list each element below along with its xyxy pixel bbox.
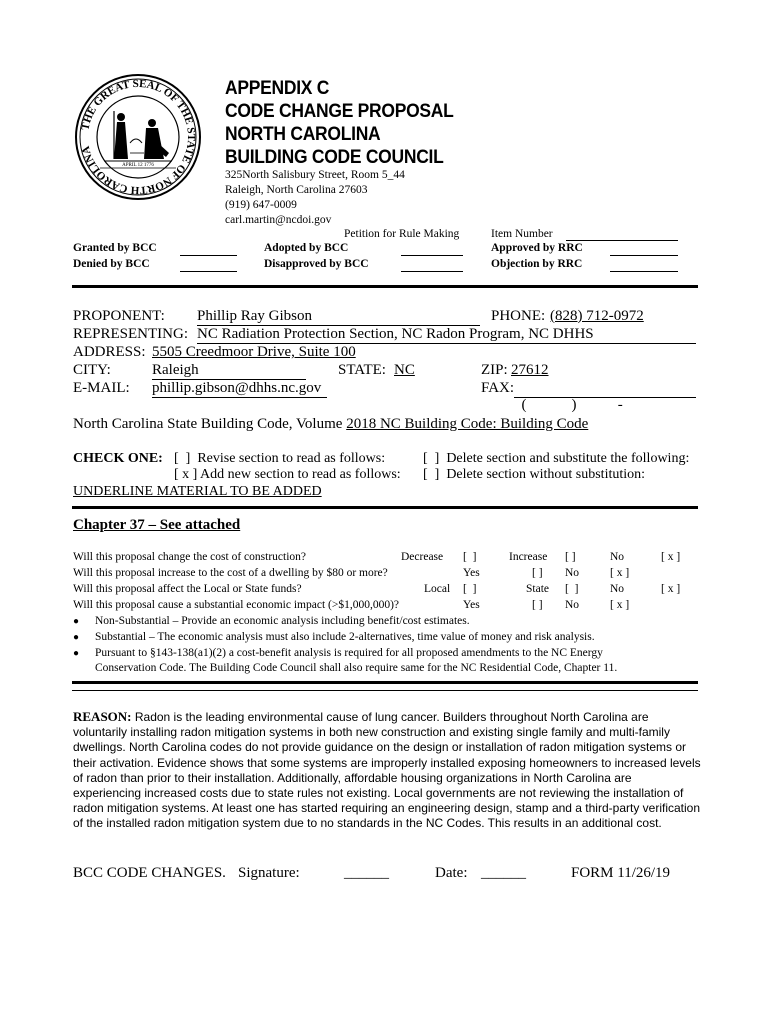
disapproved-label: Disapproved by BCC (264, 258, 369, 270)
chapter-heading: Chapter 37 – See attached (73, 517, 241, 533)
address-line: 325North Salisbury Street, Room 5_44 (225, 169, 405, 181)
code-volume-value[interactable]: 2018 NC Building Code: Building Code (346, 416, 589, 432)
fax-value: ( ) - (521, 397, 623, 413)
divider (72, 506, 698, 509)
answer-increase-label: Increase (509, 551, 548, 563)
checkbox-state[interactable]: [ ] (565, 583, 579, 595)
checkbox-no[interactable]: [ x ] (661, 583, 681, 595)
proponent-label: PROPONENT: (73, 308, 165, 324)
state-seal-icon (74, 73, 202, 201)
code-volume-prefix: North Carolina State Building Code, Volume (73, 416, 347, 432)
representing-field[interactable] (197, 326, 696, 344)
check-option-revise[interactable]: [ ] Revise section to read as follows: (174, 451, 386, 466)
bcc-code-changes: BCC CODE CHANGES. (73, 865, 226, 881)
bullet-dot: ● (73, 632, 80, 643)
phone-value: (828) 712-0972 (550, 308, 644, 324)
bullet-dot: ● (73, 616, 80, 627)
granted-label: Granted by BCC (73, 242, 157, 254)
answer-yes-label: Yes (463, 599, 480, 611)
checkbox-no[interactable]: [ x ] (661, 551, 681, 563)
title-line: APPENDIX C (225, 78, 330, 99)
denied-field[interactable] (180, 271, 237, 272)
state-value: NC (394, 362, 415, 378)
address-line: Raleigh, North Carolina 27603 (225, 184, 368, 196)
email-value: phillip.gibson@dhhs.nc.gov (152, 380, 322, 396)
zip-value: 27612 (511, 362, 549, 378)
check-option-delete-substitute[interactable]: [ ] Delete section and substitute the following: (423, 451, 690, 466)
address-value: 5505 Creedmoor Drive, Suite 100 (152, 344, 356, 360)
proponent-field[interactable] (197, 308, 480, 326)
fax-label: FAX: (481, 380, 515, 396)
granted-field[interactable] (180, 255, 237, 256)
objection-rrc-label: Objection by RRC (491, 258, 583, 270)
document-title (225, 77, 454, 169)
answer-decrease-label: Decrease (401, 551, 444, 563)
item-number-field[interactable] (566, 240, 678, 241)
divider (72, 690, 698, 691)
form-version: FORM 11/26/19 (571, 865, 671, 881)
denied-label: Denied by BCC (73, 258, 150, 270)
approved-rrc-field[interactable] (610, 255, 678, 256)
answer-state-label: State (526, 583, 549, 595)
checkbox-increase[interactable]: [ ] (565, 551, 576, 563)
answer-no-label: No (610, 583, 625, 595)
city-value: Raleigh (152, 362, 199, 378)
svg-text:APRIL 12 1776: APRIL 12 1776 (122, 163, 154, 168)
reason-text: Radon is the leading environmental cause of lung cancer. Builders throughout North Carolina are voluntarily installing radon mitigation systems in both new construction and existing single family and multi-family dwellings. North Carolina codes do not provide guidance on the design or installation of radon mitigation systems or their activation. Evidence shows that some systems are improperly installed exposing homeowners to increased levels of radon than prior to their installation. Additionally, affordable housing organizations in North Carolina are experiencing increased costs due to state rules not existing. Local governments are not reviewing the installation of radon mitigation systems. At least one has started requiring an engineering design, stamp and a third-party verification of the installed radon mitigation system due to no standards in the NC Codes. This results in an additional cost. (73, 710, 701, 831)
address-line: (919) 647-0009 (225, 199, 297, 211)
question-funds: Will this proposal affect the Local or State funds? (73, 583, 302, 595)
answer-no-label: No (565, 599, 580, 611)
checkbox-local[interactable]: [ ] (463, 583, 477, 595)
underline-note: UNDERLINE MATERIAL TO BE ADDED (73, 484, 322, 499)
adopted-label: Adopted by BCC (264, 242, 349, 254)
date-field[interactable]: ______ (481, 865, 526, 881)
bullet-pursuant-continued: Conservation Code. The Building Code Council shall also require same for the NC Residential Code, Chapter 11. (95, 662, 618, 674)
address-line: carl.martin@ncdoi.gov (225, 214, 332, 226)
item-number-label: Item Number (491, 228, 553, 240)
code-volume-line (73, 416, 588, 433)
disapproved-field[interactable] (401, 271, 463, 272)
checkbox-decrease[interactable]: [ ] (463, 551, 477, 563)
answer-no-label: No (610, 551, 625, 563)
adopted-field[interactable] (401, 255, 463, 256)
zip-label: ZIP: (481, 362, 508, 378)
reason-block (73, 709, 701, 832)
signature-field[interactable]: ______ (344, 865, 389, 881)
fax-field[interactable] (514, 380, 696, 413)
signature-label: Signature: (238, 865, 300, 881)
email-label: E-MAIL: (73, 380, 130, 396)
reason-label: REASON: (73, 709, 132, 724)
council-address (225, 168, 405, 228)
check-one-label: CHECK ONE: (73, 451, 163, 466)
answer-no-label: No (565, 567, 580, 579)
question-economic-impact: Will this proposal cause a substantial economic impact (>$1,000,000)? (73, 599, 400, 611)
title-line: NORTH CAROLINA (225, 124, 381, 145)
check-option-delete[interactable]: [ ] Delete section without substitution: (423, 467, 646, 482)
email-field[interactable] (152, 380, 327, 398)
representing-value: NC Radiation Protection Section, NC Radon Program, NC DHHS (197, 326, 594, 342)
check-option-add-new[interactable]: [ x ] Add new section to read as follows: (174, 467, 401, 482)
petition-label: Petition for Rule Making (344, 228, 460, 240)
divider (72, 285, 698, 288)
bullet-dot: ● (73, 648, 80, 659)
bullet-pursuant: Pursuant to §143-138(a1)(2) a cost-benefit analysis is required for all proposed amendments to the NC Energy (95, 647, 603, 659)
title-line: BUILDING CODE COUNCIL (225, 147, 444, 168)
city-field[interactable] (152, 362, 306, 380)
answer-yes-label: Yes (463, 567, 480, 579)
date-label: Date: (435, 865, 468, 881)
state-label: STATE: (338, 362, 386, 378)
answer-local-label: Local (424, 583, 451, 595)
address-label: ADDRESS: (73, 344, 146, 360)
phone-label: PHONE: (491, 308, 546, 324)
divider (72, 681, 698, 684)
objection-rrc-field[interactable] (610, 271, 678, 272)
question-cost: Will this proposal change the cost of construction? (73, 551, 306, 563)
checkbox-no[interactable]: [ x ] (610, 599, 630, 611)
bullet-substantial: Substantial – The economic analysis must also include 2-alternatives, time value of money and risk analysis. (95, 631, 595, 643)
city-label: CITY: (73, 362, 111, 378)
title-line: CODE CHANGE PROPOSAL (225, 101, 454, 122)
checkbox-no[interactable]: [ x ] (610, 567, 630, 579)
approved-rrc-label: Approved by RRC (491, 242, 583, 254)
question-dwelling-cost: Will this proposal increase to the cost of a dwelling by $80 or more? (73, 567, 388, 579)
checkbox-yes[interactable]: [ ] (532, 599, 543, 611)
proponent-value: Phillip Ray Gibson (197, 308, 313, 324)
checkbox-yes[interactable]: [ ] (532, 567, 543, 579)
bullet-non-substantial: Non-Substantial – Provide an economic analysis including benefit/cost estimates. (95, 615, 470, 627)
representing-label: REPRESENTING: (73, 326, 189, 342)
seal-text: THE GREAT SEAL OF THE STATE OF NORTH CAROLINA (79, 77, 198, 197)
